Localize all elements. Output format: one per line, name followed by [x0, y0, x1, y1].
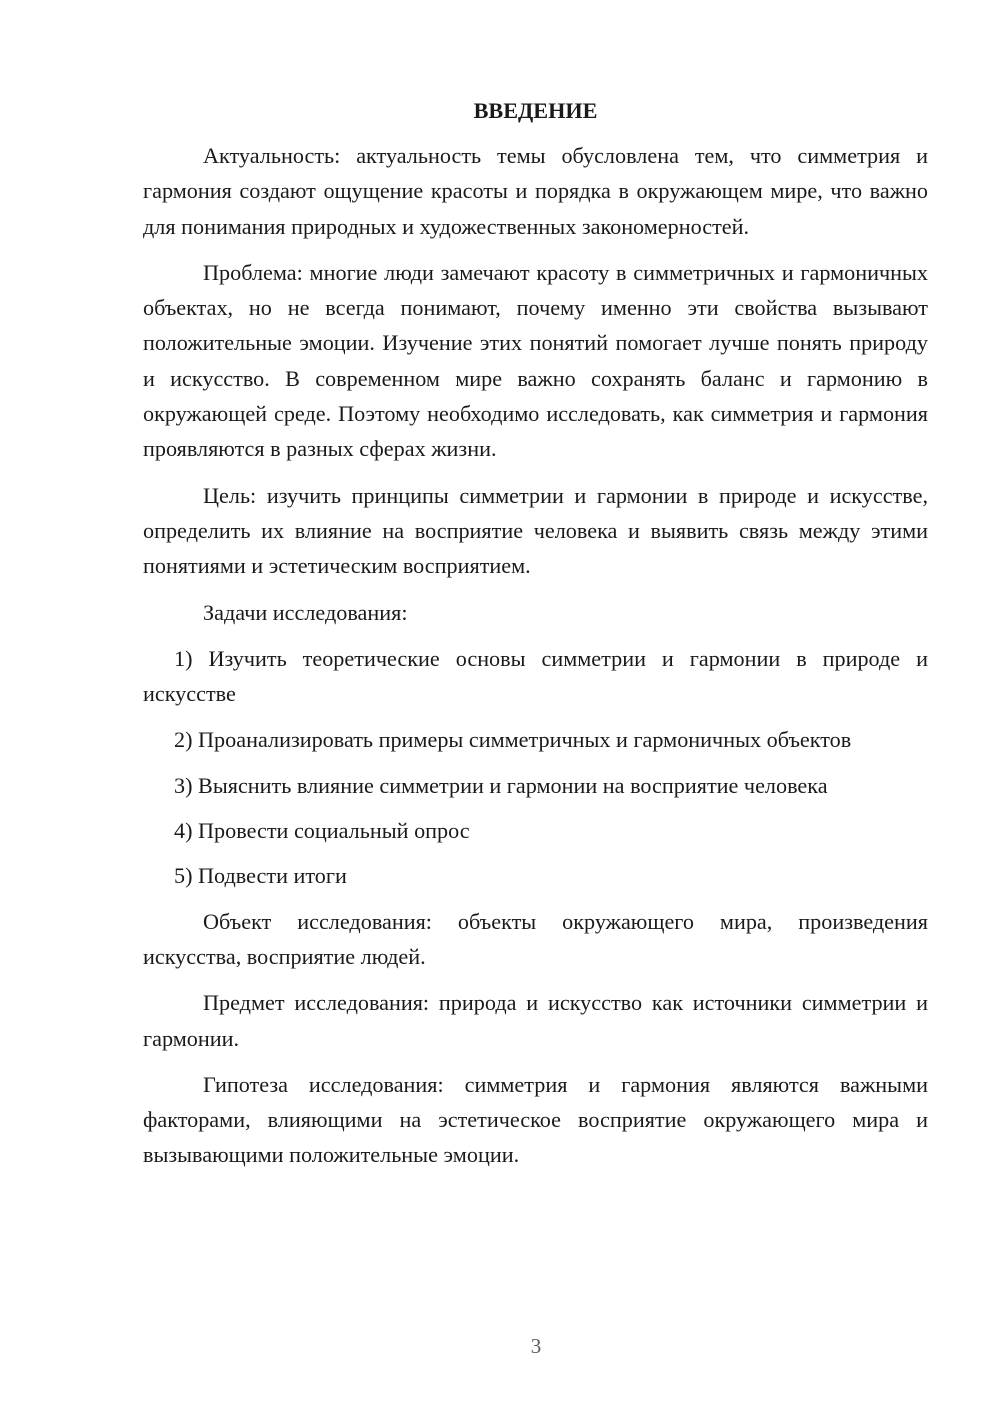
- object-paragraph: Объект исследования: объекты окружающего мира, произведения искусства, восприятие людей.: [143, 908, 928, 969]
- task-item-4: 4) Провести социальный опрос: [174, 818, 470, 844]
- task-item-1: 1) Изучить теоретические основы симметрии и гармонии в природе и искусстве: [143, 645, 928, 707]
- relevance-paragraph: Актуальность: актуальность темы обусловлена тем, что симметрия и гармония создают ощущение красоты и порядка в окружающем мире, что важно для понимания природных и художественных закономерностей.: [143, 143, 928, 239]
- page-number: 3: [530, 1334, 542, 1358]
- goal-paragraph: Цель: изучить принципы симметрии и гармонии в природе и искусстве, определить их влияние на восприятие человека и выявить связь между этими понятиями и эстетическим восприятием.: [143, 482, 928, 579]
- problem-paragraph: Проблема: многие люди замечают красоту в симметричных и гармоничных объектах, но не всегда понимают, почему именно эти свойства вызывают положительные эмоции. Изучение этих понятий помогает лучше понять природу и искусство. В современном мире важно сохранять баланс и гармонию в окружающей среде. Поэтому необходимо исследовать, как симметрия и гармония проявляются в разных сферах жизни.: [143, 259, 928, 462]
- task-item-2: 2) Проанализировать примеры симметричных и гармоничных объектов: [174, 727, 852, 753]
- task-item-5: 5) Подвести итоги: [174, 863, 347, 889]
- document-body: [143, 93, 928, 1173]
- hypothesis-paragraph: Гипотеза исследования: симметрия и гармония являются важными факторами, влияющими на эстетическое восприятие окружающего мира и вызывающими положительные эмоции.: [143, 1071, 928, 1168]
- subject-paragraph: Предмет исследования: природа и искусство как источники симметрии и гармонии.: [143, 990, 928, 1051]
- tasks-heading: Задачи исследования:: [203, 599, 408, 625]
- task-item-3: 3) Выяснить влияние симметрии и гармонии на восприятие человека: [174, 772, 828, 798]
- section-title: ВВЕДЕНИЕ: [473, 98, 598, 123]
